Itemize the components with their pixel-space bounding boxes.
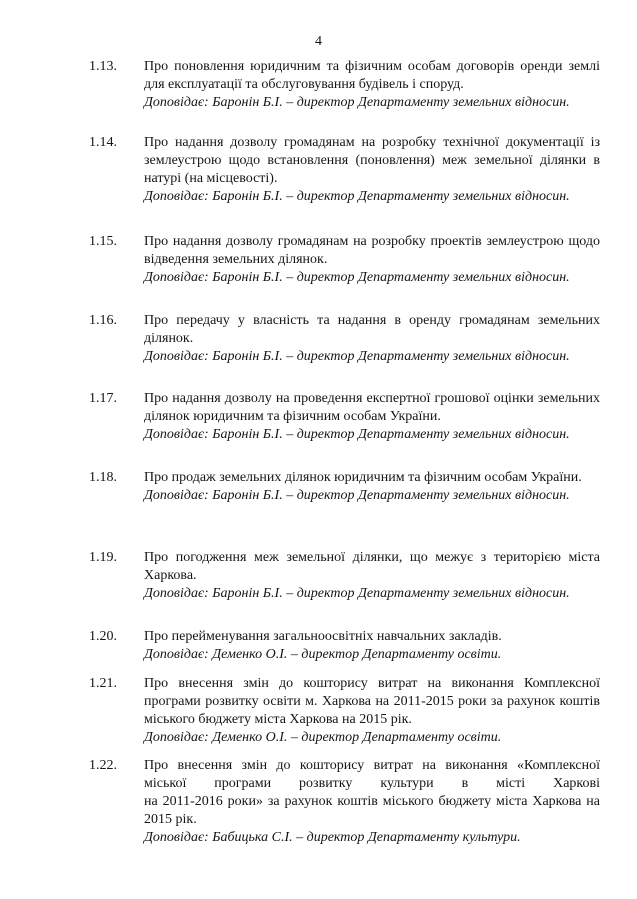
reporter-name: Баронін Б.І. [212, 189, 283, 204]
reporter-label: Доповідає: [144, 730, 209, 745]
item-text [144, 390, 600, 444]
item-number: 1.21. [89, 676, 117, 691]
item-title: Про продаж земельних ділянок юридичним та фізичним особам України. [144, 470, 582, 485]
reporter-role: директор Департаменту земельних відносин. [296, 95, 570, 110]
reporter-label: Доповідає: [144, 488, 209, 503]
item-title: Про погодження меж земельної ділянки, що межує з територією міста Харкова. [144, 550, 600, 583]
item-number: 1.16. [89, 313, 117, 328]
reporter-dash: – [286, 488, 294, 503]
reporter-dash: – [286, 586, 294, 601]
reporter-dash: – [290, 730, 298, 745]
item-text [144, 312, 600, 366]
reporter-name: Бабицька С.І. [212, 830, 293, 845]
item-reporter [144, 487, 600, 505]
reporter-dash: – [296, 830, 304, 845]
item-number: 1.17. [89, 391, 117, 406]
item-number: 1.19. [89, 550, 117, 565]
reporter-name: Баронін Б.І. [212, 586, 283, 601]
reporter-label: Доповідає: [144, 427, 209, 442]
item-text [144, 757, 600, 847]
item-reporter [144, 269, 600, 287]
reporter-role: директор Департаменту земельних відносин. [296, 427, 570, 442]
item-title: Про внесення змін до кошторису витрат на виконання Комплексної програми розвитку освіти м. Харкова на 2011-2015 роки за рахунок коштів міського бюджету міста Харкова на 2015 рік. [144, 676, 600, 727]
page-number: 4 [315, 34, 322, 49]
reporter-role: директор Департаменту освіти. [301, 647, 502, 662]
item-title: Про надання дозволу громадянам на розробку технічної документації із землеустрою щодо встановлення (поновлення) меж земельної ділянки в натурі (на місцевості). [144, 135, 600, 186]
item-reporter [144, 585, 600, 603]
reporter-name: Баронін Б.І. [212, 488, 283, 503]
reporter-role: директор Департаменту земельних відносин. [296, 586, 570, 601]
reporter-role: директор Департаменту освіти. [301, 730, 502, 745]
item-number: 1.13. [89, 59, 117, 74]
item-text [144, 58, 600, 112]
item-number: 1.22. [89, 758, 117, 773]
reporter-role: директор Департаменту земельних відносин. [296, 270, 570, 285]
item-title: Про передачу у власність та надання в оренду громадянам земельних ділянок. [144, 313, 600, 346]
item-reporter [144, 829, 600, 847]
reporter-name: Баронін Б.І. [212, 349, 283, 364]
reporter-name: Баронін Б.І. [212, 270, 283, 285]
item-text [144, 549, 600, 603]
reporter-label: Доповідає: [144, 189, 209, 204]
item-text [144, 675, 600, 747]
reporter-label: Доповідає: [144, 586, 209, 601]
reporter-label: Доповідає: [144, 647, 209, 662]
reporter-label: Доповідає: [144, 270, 209, 285]
item-title: Про перейменування загальноосвітніх навчальних закладів. [144, 629, 502, 644]
item-number: 1.15. [89, 234, 117, 249]
reporter-name: Деменко О.І. [212, 730, 288, 745]
item-text [144, 233, 600, 287]
item-reporter [144, 729, 600, 747]
item-title-line-1: Про внесення змін до кошторису витрат на виконання «Комплексної [144, 758, 600, 773]
reporter-label: Доповідає: [144, 830, 209, 845]
item-title: Про надання дозволу на проведення експертної грошової оцінки земельних ділянок юридичним та фізичним особам України. [144, 391, 600, 424]
reporter-role: директор Департаменту земельних відносин. [296, 349, 570, 364]
item-number: 1.20. [89, 629, 117, 644]
item-title-line-2: міської програми розвитку культури в місті Харкові [144, 776, 600, 791]
item-text [144, 628, 600, 664]
reporter-dash: – [286, 95, 294, 110]
reporter-name: Баронін Б.І. [212, 95, 283, 110]
item-reporter [144, 646, 600, 664]
item-text [144, 134, 600, 206]
reporter-label: Доповідає: [144, 95, 209, 110]
item-title-rest: на 2011-2016 роки» за рахунок коштів міського бюджету міста Харкова на 2015 рік. [144, 794, 600, 827]
reporter-name: Деменко О.І. [212, 647, 288, 662]
item-number: 1.18. [89, 470, 117, 485]
reporter-role: директор Департаменту земельних відносин. [296, 488, 570, 503]
reporter-dash: – [286, 189, 294, 204]
reporter-name: Баронін Б.І. [212, 427, 283, 442]
reporter-role: директор Департаменту земельних відносин. [296, 189, 570, 204]
reporter-role: директор Департаменту культури. [306, 830, 521, 845]
item-text [144, 469, 600, 505]
reporter-dash: – [286, 427, 294, 442]
item-title: Про поновлення юридичним та фізичним особам договорів оренди землі для експлуатації та обслуговування будівель і споруд. [144, 59, 600, 92]
reporter-dash: – [286, 270, 294, 285]
item-reporter [144, 94, 600, 112]
reporter-label: Доповідає: [144, 349, 209, 364]
item-reporter [144, 426, 600, 444]
reporter-dash: – [290, 647, 298, 662]
reporter-dash: – [286, 349, 294, 364]
item-reporter [144, 188, 600, 206]
item-number: 1.14. [89, 135, 117, 150]
item-reporter [144, 348, 600, 366]
item-title: Про надання дозволу громадянам на розробку проектів землеустрою щодо відведення земельних ділянок. [144, 234, 600, 267]
